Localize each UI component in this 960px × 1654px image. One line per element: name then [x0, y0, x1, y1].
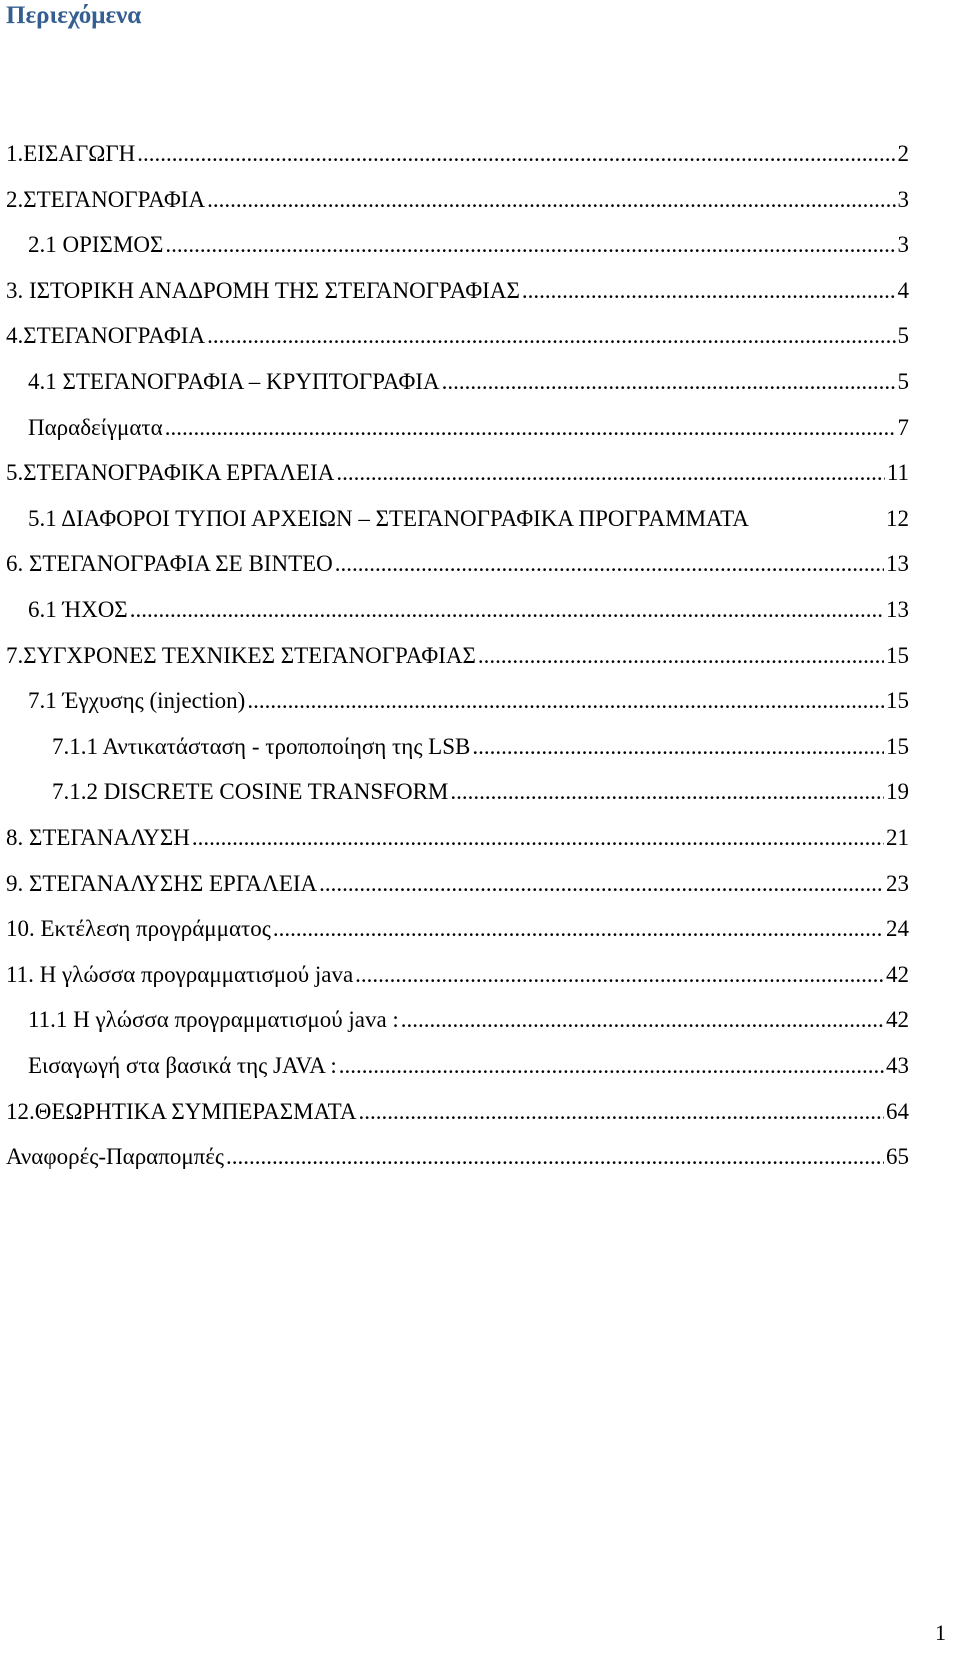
toc-dot-leader: [450, 777, 884, 807]
toc-entry-title: 1.ΕΙΣΑΓΩΓΗ: [6, 141, 136, 166]
toc-entry-title: 6.1 ΉΧΟΣ: [28, 597, 128, 622]
toc-dot-leader: [165, 230, 895, 260]
toc-dot-leader: [192, 823, 884, 853]
toc-entry[interactable]: [6, 303, 909, 351]
toc-entry-title: 4.ΣΤΕΓΑΝΟΓΡΑΦΙΑ: [6, 323, 206, 348]
toc-entry-title: Αναφορές-Παραπομπές: [6, 1144, 225, 1169]
toc-entry-page: 2: [897, 141, 909, 166]
toc-entry-title: 10. Εκτέλεση προγράμματος: [6, 916, 271, 941]
toc-entry-page: 15: [886, 643, 909, 668]
toc-entry-title: Εισαγωγή στα βασικά της JAVA :: [28, 1053, 337, 1078]
toc-entry-page: 15: [886, 734, 909, 759]
toc-entry[interactable]: [6, 440, 909, 488]
toc-entry-title: Παραδείγματα: [28, 415, 163, 440]
toc-entry[interactable]: [6, 1124, 909, 1172]
toc-entry-title: 12.ΘΕΩΡΗΤΙΚΑ ΣΥΜΠΕΡΑΣΜΑΤΑ: [6, 1099, 357, 1124]
toc-entry-title: 9. ΣΤΕΓΑΝΑΛΥΣΗΣ ΕΡΓΑΛΕΙΑ: [6, 871, 318, 896]
toc-entry[interactable]: [28, 987, 909, 1035]
toc-dot-leader: [319, 869, 884, 899]
toc-entry[interactable]: [6, 942, 909, 990]
toc-entry[interactable]: [6, 1079, 909, 1127]
toc-entry-page: 42: [886, 1007, 909, 1032]
toc-entry[interactable]: [6, 805, 909, 853]
toc-entry-page: 65: [886, 1144, 909, 1169]
toc-entry-title: 11. Η γλώσσα προγραμματισμού java: [6, 962, 354, 987]
toc-dot-leader: [522, 276, 896, 306]
toc-entry-page: 21: [886, 825, 909, 850]
toc-entry[interactable]: [6, 531, 909, 579]
toc-entry-page: 12: [886, 506, 909, 531]
toc-dot-leader: [335, 549, 884, 579]
toc-entry-title: 8. ΣΤΕΓΑΝΑΛΥΣΗ: [6, 825, 190, 850]
toc-dot-leader: [165, 413, 896, 443]
toc-entry-page: 4: [897, 278, 909, 303]
toc-entry-page: 42: [886, 962, 909, 987]
toc-entry[interactable]: [28, 349, 909, 397]
toc-dot-leader: [442, 367, 896, 397]
toc-entry[interactable]: [6, 623, 909, 671]
toc-entry-page: 23: [886, 871, 909, 896]
toc-entry-page: 13: [886, 597, 909, 622]
toc-entry-page: 24: [886, 916, 909, 941]
toc-dot-leader: [207, 185, 895, 215]
toc-entry-title: 7.1 Έγχυσης (injection): [28, 688, 246, 713]
toc-dot-leader: [472, 732, 884, 762]
toc-entry-page: 3: [897, 187, 909, 212]
toc-entry[interactable]: [28, 1033, 909, 1081]
toc-dot-leader: [339, 1051, 884, 1081]
page-number: 1: [935, 1620, 946, 1645]
toc-entry-title: 2.1 ΟΡΙΣΜΟΣ: [28, 232, 164, 257]
toc-entry-page: 13: [886, 551, 909, 576]
toc-entry-title: 11.1 Η γλώσσα προγραμματισμού java :: [28, 1007, 399, 1032]
toc-entry-title: 7.1.1 Αντικατάσταση - τροποποίηση της LSB: [52, 734, 471, 759]
toc-entry-page: 3: [897, 232, 909, 257]
toc-entry-title: 6. ΣΤΕΓΑΝΟΓΡΑΦΙΑ ΣΕ ΒΙΝΤΕΟ: [6, 551, 333, 576]
toc-entry-title: 7.1.2 DISCRETE COSINE TRANSFORM: [52, 779, 449, 804]
toc-dot-leader: [207, 321, 895, 351]
toc-dot-leader: [273, 914, 884, 944]
toc-dot-leader: [478, 641, 884, 671]
toc-entry-page: 64: [886, 1099, 909, 1124]
toc-entry-page: 11: [886, 460, 909, 485]
toc-entry-title: 5.ΣΤΕΓΑΝΟΓΡΑΦΙΚΑ ΕΡΓΑΛΕΙΑ: [6, 460, 335, 485]
toc-entry-page: 5: [897, 369, 909, 394]
toc-entry-title: 4.1 ΣΤΕΓΑΝΟΓΡΑΦΙΑ – ΚΡΥΠΤΟΓΡΑΦΙΑ: [28, 369, 440, 394]
toc-entry[interactable]: [6, 167, 909, 215]
toc-entry-title: 5.1 ΔΙΑΦΟΡΟΙ ΤΥΠΟΙ ΑΡΧΕΙΩΝ – ΣΤΕΓΑΝΟΓΡΑΦΙΚΑ ΠΡΟΓΡΑΜΜΑΤΑ: [28, 506, 749, 531]
toc-entry-title: 7.ΣΥΓΧΡΟΝΕΣ ΤΕΧΝΙΚΕΣ ΣΤΕΓΑΝΟΓΡΑΦΙΑΣ: [6, 643, 476, 668]
toc-entry-page: 5: [897, 323, 909, 348]
toc-dot-leader: [336, 458, 885, 488]
toc-entry-title: 3. ΙΣΤΟΡΙΚΗ ΑΝΑΔΡΟΜΗ ΤΗΣ ΣΤΕΓΑΝΟΓΡΑΦΙΑΣ: [6, 278, 520, 303]
toc-dot-leader: [358, 1097, 884, 1127]
toc-entry[interactable]: [6, 258, 909, 306]
toc-entry-page: 7: [897, 415, 909, 440]
toc-entry[interactable]: [6, 851, 909, 899]
toc-entry-page: 43: [886, 1053, 909, 1078]
toc-entry[interactable]: [28, 577, 909, 625]
toc-entry[interactable]: [6, 121, 909, 169]
toc-entry-page: 15: [886, 688, 909, 713]
toc-entry[interactable]: [28, 668, 909, 716]
toc-dot-leader: [226, 1142, 884, 1172]
toc-entry[interactable]: [52, 759, 909, 807]
toc-entry[interactable]: [52, 714, 909, 762]
toc-dot-leader: [355, 960, 884, 990]
toc-heading: Περιεχόμενα: [6, 2, 142, 29]
toc-entry-title: 2.ΣΤΕΓΑΝΟΓΡΑΦΙΑ: [6, 187, 206, 212]
toc-dot-leader: [137, 139, 895, 169]
toc-entry[interactable]: [28, 486, 909, 534]
toc-dot-leader: [130, 595, 884, 625]
toc-entry-page: 19: [886, 779, 909, 804]
toc-entry[interactable]: [28, 212, 909, 260]
toc-entry[interactable]: [6, 896, 909, 944]
toc-dot-leader: [401, 1005, 884, 1035]
toc-entry[interactable]: [28, 395, 909, 443]
toc-dot-leader: [247, 686, 884, 716]
